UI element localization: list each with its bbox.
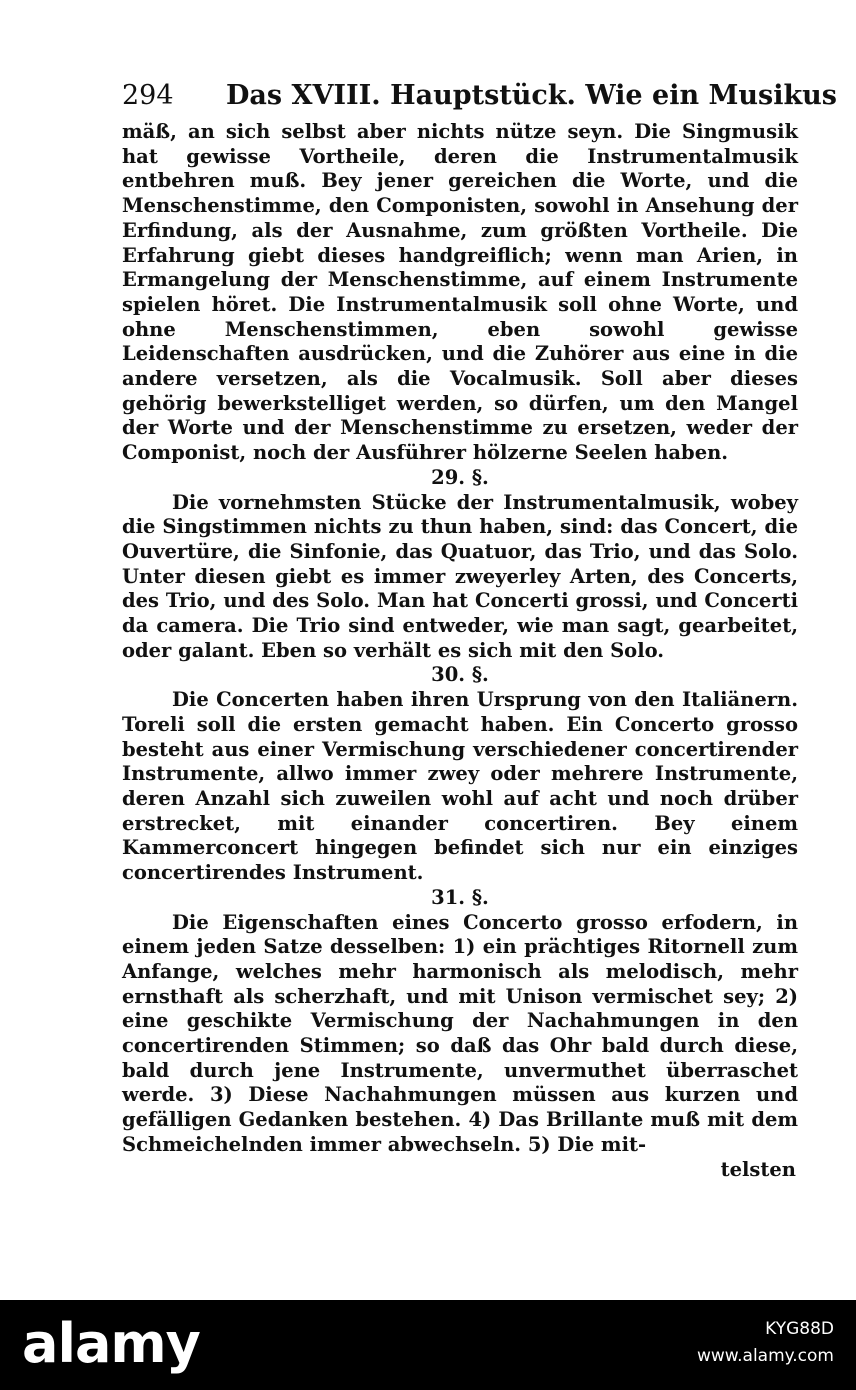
- site-url: www.alamy.com: [696, 1346, 834, 1366]
- section-text-29: Die vornehmsten Stücke der Instrumentalmusik, wobey die Singstimmen nichts zu thun haben, sind: das Concert, die Ouvertüre, die Sinfonie, das Quatuor, das Trio, und das Solo. Unter diesen giebt es immer zweyerley Arten, des Concerts, des Trio, und des Solo. Man hat Concerti grossi, und Concerti da camera. Die Trio sind entweder, wie man sagt, gearbeitet, oder galant. Eben so verhält es sich mit den Solo.: [122, 490, 798, 662]
- running-head: [122, 80, 837, 116]
- image-id: KYG88D: [765, 1319, 834, 1339]
- running-title: Das XVIII. Hauptstück. Wie ein Musikus: [226, 80, 837, 111]
- stock-watermark-bar: [0, 1300, 856, 1390]
- section-heading-31: 31. §.: [431, 885, 489, 909]
- stock-image-info: [697, 1316, 834, 1370]
- section-heading-29: 29. §.: [431, 465, 489, 489]
- alamy-logo: alamy: [22, 1312, 200, 1375]
- section-text-31: Die Eigenschaften eines Concerto grosso erfodern, in einem jeden Satze desselben: 1) ein prächtiges Ritornell zum Anfange, welches mehr harmonisch als melodisch, mehr ernsthaft als scherzhaft, und mit Unison vermischet sey; 2) eine geschikte Vermischung der Nachahmungen in den concertirenden Stimmen; so daß das Ohr bald durch diese, bald durch jene Instrumente, unvermuthet überraschet werde. 3) Diese Nachahmungen müssen aus kurzen und gefälligen Gedanken bestehen. 4) Das Brillante muß mit dem Schmeichelnden immer abwechseln. 5) Die mit-: [122, 910, 798, 1156]
- paragraph-continued: mäß, an sich selbst aber nichts nütze seyn. Die Singmusik hat gewisse Vortheile, deren die Instrumentalmusik entbehren muß. Bey jener gereichen die Worte, und die Menschenstimme, den Componisten, sowohl in Ansehung der Erfindung, als der Ausnahme, zum größten Vortheile. Die Erfahrung giebt dieses handgreiflich; wenn man Arien, in Ermangelung der Menschenstimme, auf einem Instrumente spielen höret. Die Instrumentalmusik soll ohne Worte, und ohne Menschenstimmen, eben sowohl gewisse Leidenschaften ausdrücken, und die Zuhörer aus eine in die andere versetzen, als die Vocalmusik. Soll aber dieses gehörig bewerkstelliget werden, so dürfen, um den Mangel der Worte und der Menschenstimme zu ersetzen, weder der Componist, noch der Ausführer hölzerne Seelen haben.: [122, 120, 798, 465]
- page-number: 294: [122, 80, 174, 111]
- catchword: telsten: [720, 1157, 796, 1181]
- section-text-30: Die Concerten haben ihren Ursprung von den Italiänern. Toreli soll die ersten gemacht haben. Ein Concerto grosso besteht aus einer Vermischung verschiedener concertirender Instrumente, allwo immer zwey oder mehrere Instrumente, deren Anzahl sich zuweilen wohl auf acht und noch drüber erstrecket, mit einander concertiren. Bey einem Kammerconcert hingegen befindet sich nur ein einziges concertirendes Instrument.: [122, 688, 798, 885]
- section-heading-30: 30. §.: [431, 663, 489, 687]
- body-text: [122, 120, 798, 1182]
